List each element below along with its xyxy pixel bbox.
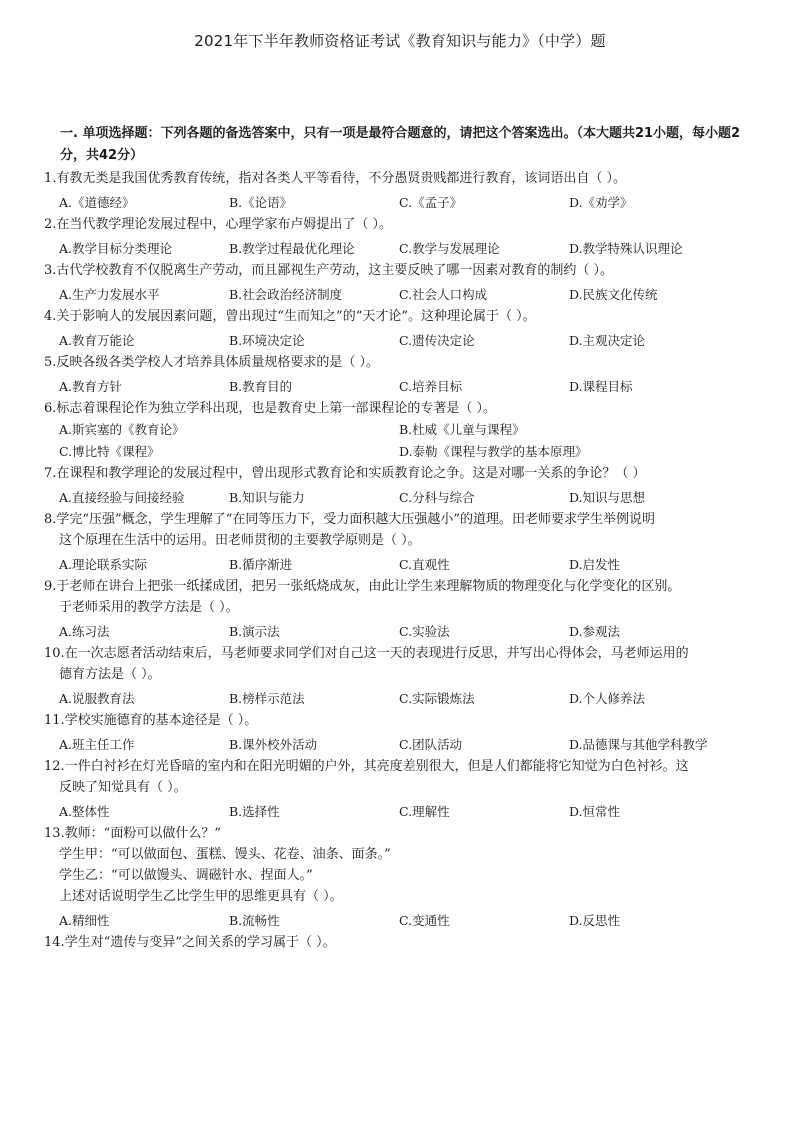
option-B: B.选择性 (229, 803, 280, 819)
question-stem: 13.教师：“面粉可以做什么？” (44, 826, 221, 841)
option-D: D.《劝学》 (569, 194, 633, 210)
option-C: C.遗传决定论 (399, 332, 475, 348)
option-A: A.练习法 (59, 623, 110, 639)
question-stem: 11.学校实施德育的基本途径是（ ）。 (44, 713, 258, 728)
options-row (44, 484, 764, 509)
option-A: A.精细性 (59, 912, 110, 928)
option-B: B.循序渐进 (229, 556, 293, 572)
options-row (44, 798, 764, 823)
option-B: B.社会政治经济制度 (229, 286, 343, 302)
question-stem: 德育方法是（ ）。 (59, 667, 161, 682)
option-D: D.知识与思想 (569, 489, 646, 505)
option-C: C.社会人口构成 (399, 286, 488, 302)
question-stem: 1.有教无类是我国优秀教育传统，指对各类人平等看待，不分愚贤贵贱都进行教育，该词语出自（ ）。 (44, 171, 627, 186)
question-1 (44, 168, 764, 214)
question-7 (44, 463, 764, 509)
options-row (44, 281, 764, 306)
option-C: C.培养目标 (399, 378, 463, 394)
option-B: B.杜威《儿童与课程》 (399, 422, 525, 437)
option-D: D.启发性 (569, 556, 621, 572)
question-stem: 7.在课程和教学理论的发展过程中，曾出现形式教育论和实质教育论之争。这是对哪一关系的争论？（ ） (44, 466, 646, 481)
option-D: D.课程目标 (569, 378, 633, 394)
option-D: D.主观决定论 (569, 332, 646, 348)
options-row (44, 373, 764, 398)
options-row (44, 731, 764, 756)
question-stem: 10.在一次志愿者活动结束后，马老师要求同学们对自己这一天的表现进行反思，并写出心得体会，马老师运用的 (44, 646, 689, 661)
question-stem: 3.古代学校教育不仅脱离生产劳动，而且鄙视生产劳动，这主要反映了哪一因素对教育的制约（ ）。 (44, 263, 614, 278)
option-B: B.榜样示范法 (229, 690, 305, 706)
option-C: C.理解性 (399, 803, 450, 819)
option-C: C.分科与综合 (399, 489, 475, 505)
option-D: D.参观法 (569, 623, 621, 639)
question-9 (44, 576, 764, 643)
option-C: C.直观性 (399, 556, 450, 572)
option-C: C.《孟子》 (399, 194, 463, 210)
option-A: A.教育方针 (59, 378, 123, 394)
option-C: C.实际锻炼法 (399, 690, 475, 706)
question-stem: 5.反映各级各类学校人才培养具体质量规格要求的是（ ）。 (44, 355, 380, 370)
option-C: C.实验法 (399, 623, 450, 639)
question-3 (44, 260, 764, 306)
options-row (44, 618, 764, 643)
option-D: D.品德课与其他学科教学 (569, 736, 708, 752)
option-B: B.教学过程最优化理论 (229, 240, 355, 256)
option-A: A.整体性 (59, 803, 110, 819)
option-B: B.流畅性 (229, 912, 280, 928)
question-13 (44, 823, 764, 932)
option-A: A.直接经验与间接经验 (59, 489, 185, 505)
option-D: D.教学特殊认识理论 (569, 240, 683, 256)
question-list (44, 168, 764, 953)
question-stem: 于老师采用的教学方法是（ ）。 (59, 600, 239, 615)
option-A: A.《道德经》 (59, 194, 135, 210)
option-A: A.班主任工作 (59, 736, 135, 752)
option-D: D.个人修养法 (569, 690, 646, 706)
question-stem: 8.学完“压强”概念，学生理解了“在同等压力下，受力面积越大压强越小”的道理。田老师要求学生举例说明 (44, 512, 655, 527)
question-2 (44, 214, 764, 260)
option-B: B.《论语》 (229, 194, 293, 210)
option-B: B.教育目的 (229, 378, 293, 394)
question-4 (44, 306, 764, 352)
option-A: A.教学目标分类理论 (59, 240, 173, 256)
option-B: B.环境决定论 (229, 332, 305, 348)
question-stem: 6.标志着课程论作为独立学科出现，也是教育史上第一部课程论的专著是（ ）。 (44, 401, 497, 416)
question-stem: 14.学生对“遗传与变异”之间关系的学习属于（ ）。 (44, 935, 336, 950)
option-A: A.生产力发展水平 (59, 286, 160, 302)
option-B: B.课外校外活动 (229, 736, 318, 752)
question-stem: 12.一件白衬衫在灯光昏暗的室内和在阳光明媚的户外，其亮度差别很大，但是人们都能将它知觉为白色衬衫。这 (44, 759, 689, 774)
option-C: C.教学与发展理论 (399, 240, 500, 256)
question-stem: 9.于老师在讲台上把张一纸揉成团，把另一张纸烧成灰，由此让学生来理解物质的物理变化与化学变化的区别。 (44, 579, 681, 594)
question-stem: 4.关于影响人的发展因素问题，曾出现过“生而知之”的“天才论”。这种理论属于（ ）。 (44, 309, 536, 324)
question-stem: 上述对话说明学生乙比学生甲的思维更具有（ ）。 (59, 889, 343, 904)
question-stem: 反映了知觉具有（ ）。 (59, 780, 187, 795)
question-stem: 学生甲：“可以做面包、蛋糕、馒头、花卷、油条、面条。” (59, 847, 391, 862)
options-row (44, 327, 764, 352)
options-row (44, 235, 764, 260)
question-8 (44, 509, 764, 576)
options-row (44, 907, 764, 932)
option-A: A.理论联系实际 (59, 556, 148, 572)
question-stem: 2.在当代教学理论发展过程中，心理学家布卢姆提出了（ ）。 (44, 217, 393, 232)
section-heading: 一. 单项选择题：下列各题的备选答案中，只有一项是最符合题意的，请把这个答案选出。（本大题共21小题，每小题2分，共42分） (60, 126, 741, 163)
option-C: C.团队活动 (399, 736, 463, 752)
question-stem: 学生乙：“可以做馒头、调磁针水、捏面人。” (59, 868, 313, 883)
question-stem: 这个原理在生活中的运用。田老师贯彻的主要教学原则是（ ）。 (59, 533, 421, 548)
options-row (44, 189, 764, 214)
option-D: D.恒常性 (569, 803, 621, 819)
question-10 (44, 643, 764, 710)
option-D: D.反思性 (569, 912, 621, 928)
options-row (44, 551, 764, 576)
question-6 (44, 398, 764, 463)
options-row (44, 419, 764, 463)
option-A: A.说服教育法 (59, 690, 135, 706)
page-title: 2021年下半年教师资格证考试《教育知识与能力》（中学）题 (194, 32, 606, 50)
option-D: D.泰勒《课程与教学的基本原理》 (399, 444, 588, 459)
question-12 (44, 756, 764, 823)
question-11 (44, 710, 764, 756)
options-row (44, 685, 764, 710)
option-C: C.博比特《课程》 (59, 444, 160, 459)
option-D: D.民族文化传统 (569, 286, 658, 302)
option-A: A.教育万能论 (59, 332, 135, 348)
question-5 (44, 352, 764, 398)
question-14 (44, 932, 764, 953)
option-C: C.变通性 (399, 912, 450, 928)
option-B: B.知识与能力 (229, 489, 305, 505)
option-B: B.演示法 (229, 623, 280, 639)
option-A: A.斯宾塞的《教育论》 (59, 422, 185, 437)
